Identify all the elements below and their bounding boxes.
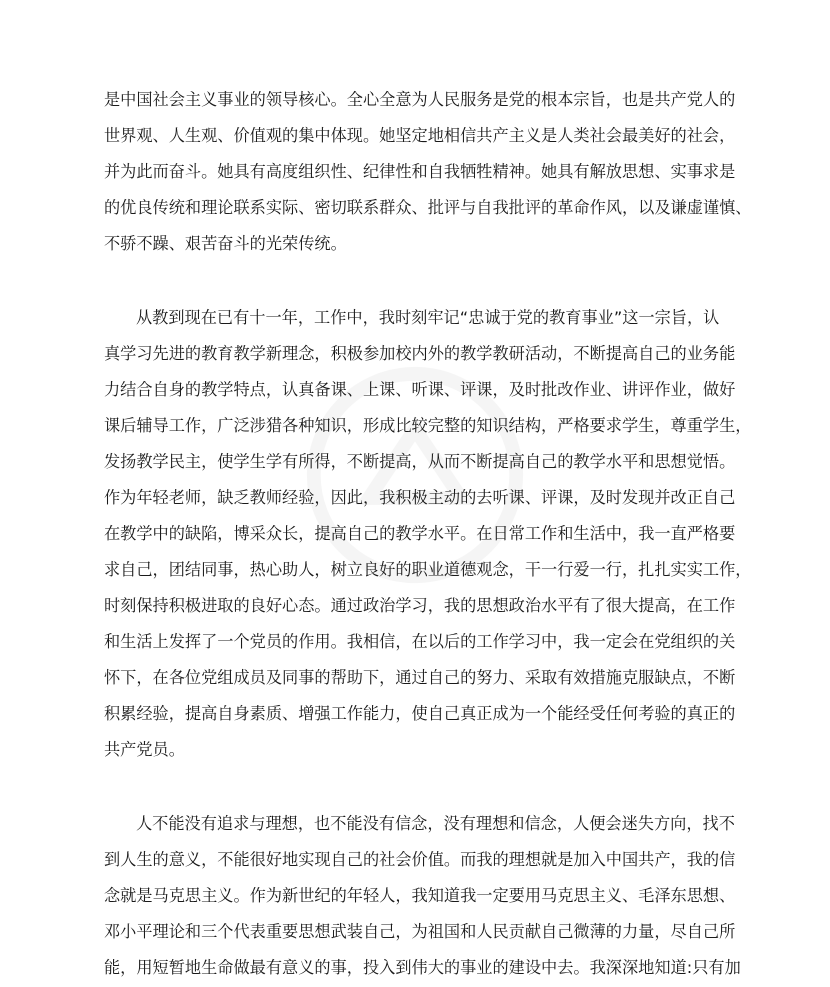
paragraph-2-line-8: 求自己，团结同事，热心助人，树立良好的职业道德观念，干一行爱一行，扎扎实实工作，	[104, 560, 752, 579]
paragraph-3-line-5: 能，用短暂地生命做最有意义的事，投入到伟大的事业的建设中去。我深深地知道:只有加	[104, 958, 741, 977]
paragraph-3-line-1: 人不能没有追求与理想，也不能没有信念，没有理想和信念，人便会迷失方向，找不	[136, 814, 735, 833]
paragraph-2-line-13: 共产党员。	[104, 740, 185, 759]
paragraph-2-line-5: 发扬教学民主，使学生学有所得，不断提高，从而不断提高自己的教学水平和思想觉悟。	[104, 452, 736, 471]
paragraph-3-line-4: 邓小平理论和三个代表重要思想武装自己，为祖国和人民贡献自己微薄的力量，尽自己所	[104, 922, 736, 941]
paragraph-2-line-1: 从教到现在已有十一年，工作中，我时刻牢记“忠诚于党的教育事业”这一宗旨，认	[136, 308, 720, 327]
paragraph-1-line-2: 世界观、人生观、价值观的集中体现。她坚定地相信共产主义是人类社会最美好的社会，	[104, 126, 736, 145]
paragraph-2-line-6: 作为年轻老师，缺乏教师经验，因此，我积极主动的去听课、评课，及时发现并改正自己	[104, 488, 736, 507]
paragraph-2-line-4: 课后辅导工作，广泛涉猎各种知识，形成比较完整的知识结构，严格要求学生，尊重学生，	[104, 416, 752, 435]
paragraph-2-line-9: 时刻保持积极进取的良好心态。通过政治学习，我的思想政治水平有了很大提高，在工作	[104, 596, 736, 615]
paragraph-3-line-2: 到人生的意义，不能很好地实现自己的社会价值。而我的理想就是加入中国共产，我的信	[104, 850, 736, 869]
paragraph-1-line-3: 并为此而奋斗。她具有高度组织性、纪律性和自我牺牲精神。她具有解放思想、实事求是	[104, 162, 736, 181]
paragraph-2-line-12: 积累经验，提高自身素质、增强工作能力，使自己真正成为一个能经受任何考验的真正的	[104, 704, 736, 723]
paragraph-2-line-2: 真学习先进的教育教学新理念，积极参加校内外的教学教研活动，不断提高自己的业务能	[104, 344, 736, 363]
paragraph-2-line-3: 力结合自身的教学特点，认真备课、上课、听课、评课，及时批改作业、讲评作业，做好	[104, 380, 736, 399]
paragraph-2-line-7: 在教学中的缺陷，博采众长，提高自己的教学水平。在日常工作和生活中，我一直严格要	[104, 524, 736, 543]
paragraph-2-line-10: 和生活上发挥了一个党员的作用。我相信，在以后的工作学习中，我一定会在党组织的关	[104, 632, 736, 651]
paragraph-1-line-1: 是中国社会主义事业的领导核心。全心全意为人民服务是党的根本宗旨，也是共产党人的	[104, 90, 736, 109]
paragraph-3-line-3: 念就是马克思主义。作为新世纪的年轻人，我知道我一定要用马克思主义、毛泽东思想、	[104, 886, 736, 905]
paragraph-1-line-4: 的优良传统和理论联系实际、密切联系群众、批评与自我批评的革命作风，以及谦虚谨慎、	[104, 198, 752, 217]
paragraph-2-line-11: 怀下，在各位党组成员及同事的帮助下，通过自己的努力、采取有效措施克服缺点，不断	[104, 668, 736, 687]
paragraph-1-line-5: 不骄不躁、艰苦奋斗的光荣传统。	[104, 234, 347, 253]
